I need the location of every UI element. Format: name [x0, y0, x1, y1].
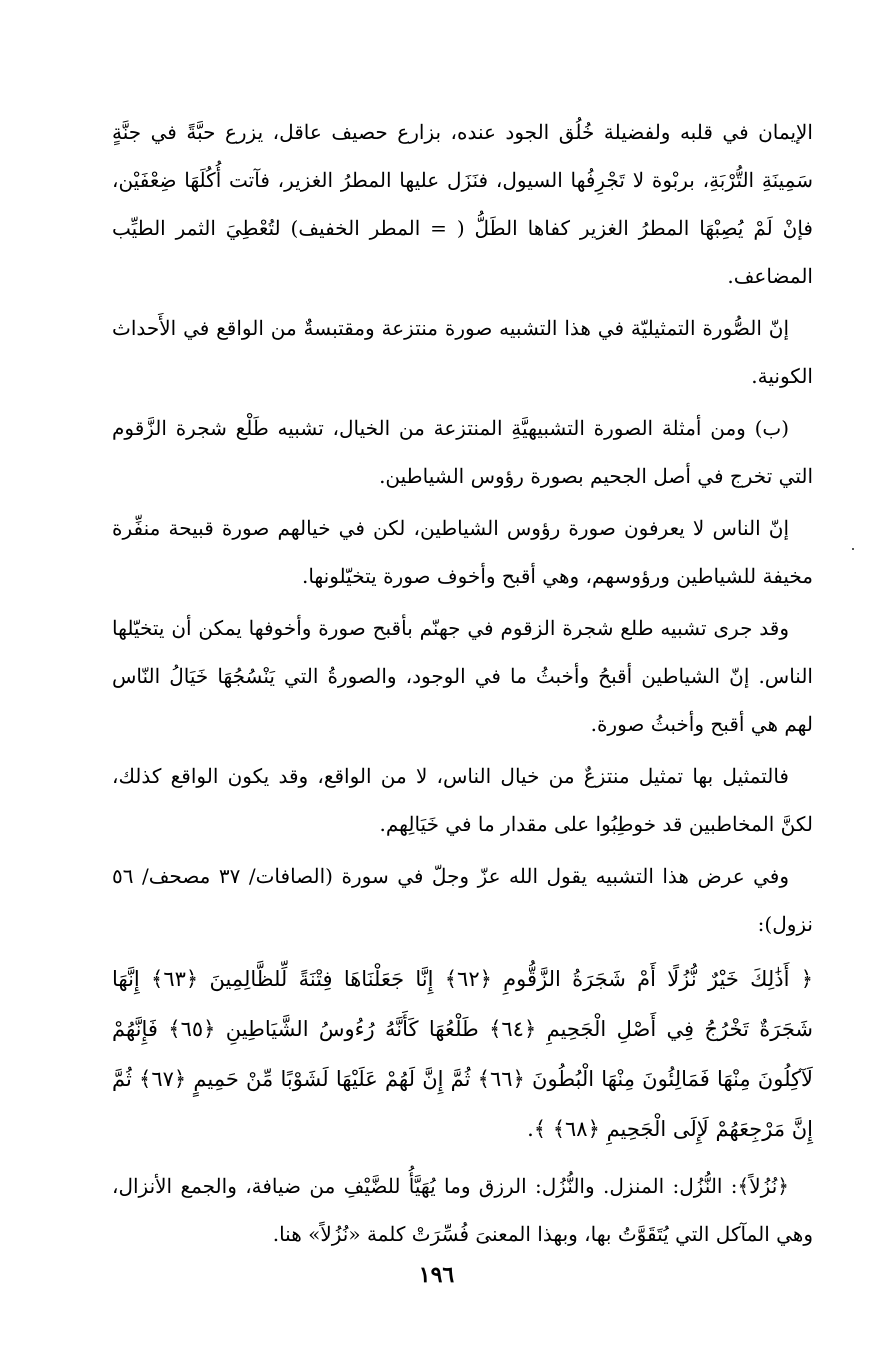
paragraph-example-b: (ب) ومن أمثلة الصورة التشبيهيَّةِ المنتزعة من الخيال، تشبيه طَلْع شجرة الزَّقوم التي تخرج في أصل الجحيم بصورة رؤوس الشياطين.: [112, 416, 813, 488]
paragraph-surah-intro: وفي عرض هذا التشبيه يقول الله عزّ وجلّ في سورة (الصافات/ ٣٧ مصحف/ ٥٦ نزول):: [112, 864, 813, 936]
paragraph-image-origin: إنّ الصُّورة التمثيليّة في هذا التشبيه صورة منتزعة ومقتبسةٌ من الواقع في الأَحداث الكونية.: [112, 316, 813, 388]
paragraph-comparison: وقد جرى تشبيه طلع شجرة الزقوم في جهنّم بأقبح صورة وأخوفها يمكن أن يتخيّلها الناس. إنّ الشياطين أقبحُ وأخبثُ ما في الوجود، والصورةُ التي يَنْسُجُهَا خَيَالُ النّاس لهم هي أقبح وأخبثُ صورة.: [112, 616, 813, 736]
margin-mark: [852, 548, 854, 550]
quran-verse: ﴿ أَذَٰلِكَ خَيْرٌ نُّزُلًا أَمْ شَجَرَةُ الزَّقُّومِ ﴿٦٢﴾ إِنَّا جَعَلْنَاهَا فِتْنَةً لِّلظَّالِمِينَ ﴿٦٣﴾ إِنَّهَا شَجَرَةٌ تَخْرُجُ فِي أَصْلِ الْجَحِيمِ ﴿٦٤﴾ طَلْعُهَا كَأَنَّهُ رُءُوسُ الشَّيَاطِينِ ﴿٦٥﴾ فَإِنَّهُمْ لَآكِلُونَ مِنْهَا فَمَالِئُونَ مِنْهَا الْبُطُونَ ﴿٦٦﴾ ثُمَّ إِنَّ لَهُمْ عَلَيْهَا لَشَوْبًا مِّنْ حَمِيمٍ ﴿٦٧﴾ ثُمَّ إِنَّ مَرْجِعَهُمْ لَإِلَى الْجَحِيمِ ﴿٦٨﴾ ﴾.: [112, 967, 814, 1141]
glossary-note: ﴿نُزُلاً﴾: النُّزُل: المنزل. والنُّزُل: الرزق وما يُهَيَّأُ للضَّيْفِ من ضيافة، والجمع الأنزال، وهي المآكل التي يُتَقَوَّتُ بها، وبهذا المعنىَ فُسِّرَتْ كلمة «نُزُلاً» هنا.: [112, 1174, 813, 1246]
page-number: ١٩٦: [418, 1262, 455, 1288]
paragraph-imagination: إنّ الناس لا يعرفون صورة رؤوس الشياطين، لكن في خيالهم صورة قبيحة منفِّرة مخيفة للشياطين ورؤوسهم، وهي أقبح وأخوف صورة يتخيّلونها.: [112, 516, 813, 588]
paragraph-representation: فالتمثيل بها تمثيل منتزعٌ من خيال الناس، لا من الواقع، وقد يكون الواقع كذلك، لكنَّ المخاطبين قد خوطِبُوا على مقدار ما في خَيَالِهم.: [112, 764, 813, 836]
paragraph-continued: الإيمان في قلبه ولفضيلة خُلُق الجود عنده، بزارع حصيف عاقل، يزرع حبَّةً في جنَّةٍ سَمِينَةِ التُّرْبَةِ، بربْوة لا تَجْرِفُها السيول، فنَزَل عليها المطرُ الغزير، فآتت أُكُلَهَا ضِعْفَيْن، فإنْ لَمْ يُصِبْهَا المطرُ الغزير كفاها الطَلُّ ( = المطر الخفيف) لتُعْطِيَ الثمر الطيِّب المضاعف.: [112, 120, 813, 288]
page-body: [112, 108, 813, 1262]
